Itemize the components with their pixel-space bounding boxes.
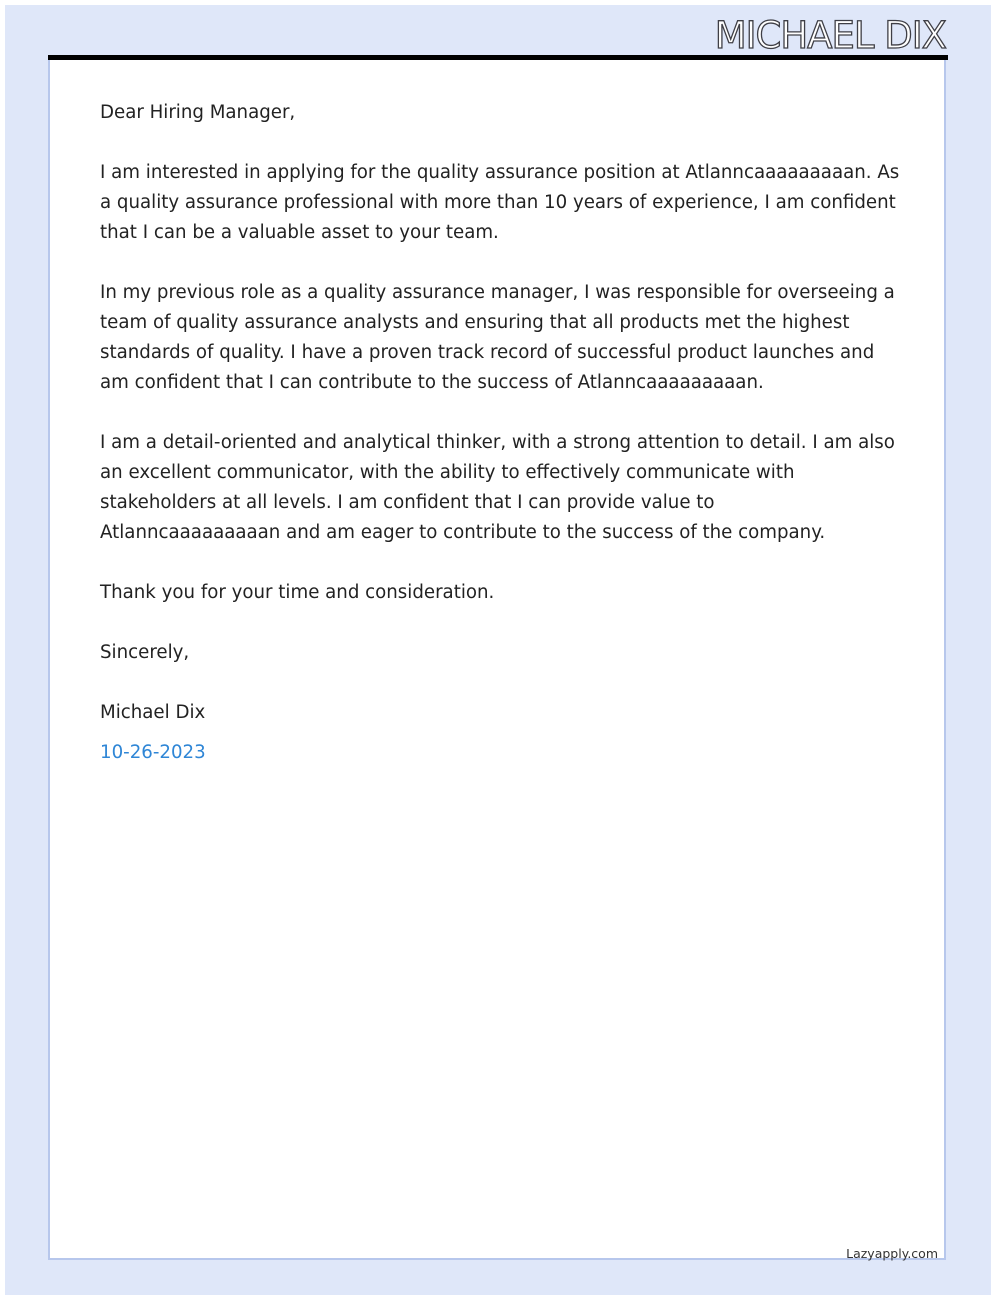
salutation: Dear Hiring Manager, [100, 102, 296, 123]
closing: Sincerely, [100, 642, 190, 663]
paragraph-thanks: Thank you for your time and consideration. [100, 582, 495, 603]
paragraph-intro: I am interested in applying for the quality assurance position at Atlanncaaaaaaaaan. As a quality assurance professional with more than 10 years of experience, I am confident that I can be a valuable asset to your team. [100, 162, 900, 243]
paragraph-experience: In my previous role as a quality assurance manager, I was responsible for overseeing a team of quality assurance analysts and ensuring that all products met the highest standards of quality. I have a proven track record of successful product launches and am confident that I can contribute to the success of Atlanncaaaaaaaaan. [100, 282, 895, 393]
cover-letter-body [100, 98, 900, 768]
paragraph-qualities: I am a detail-oriented and analytical thinker, with a strong attention to detail. I am also an excellent communicator, with the ability to effectively communicate with stakeholders at all levels. I am confident that I can provide value to Atlanncaaaaaaaaan and am eager to contribute to the success of the company. [100, 432, 895, 543]
letter-date: 10-26-2023 [100, 742, 206, 763]
watermark-text: Lazyapply.com [846, 1246, 938, 1261]
signature-name: Michael Dix [100, 702, 206, 723]
applicant-name-heading: MICHAEL DIX [714, 14, 946, 57]
